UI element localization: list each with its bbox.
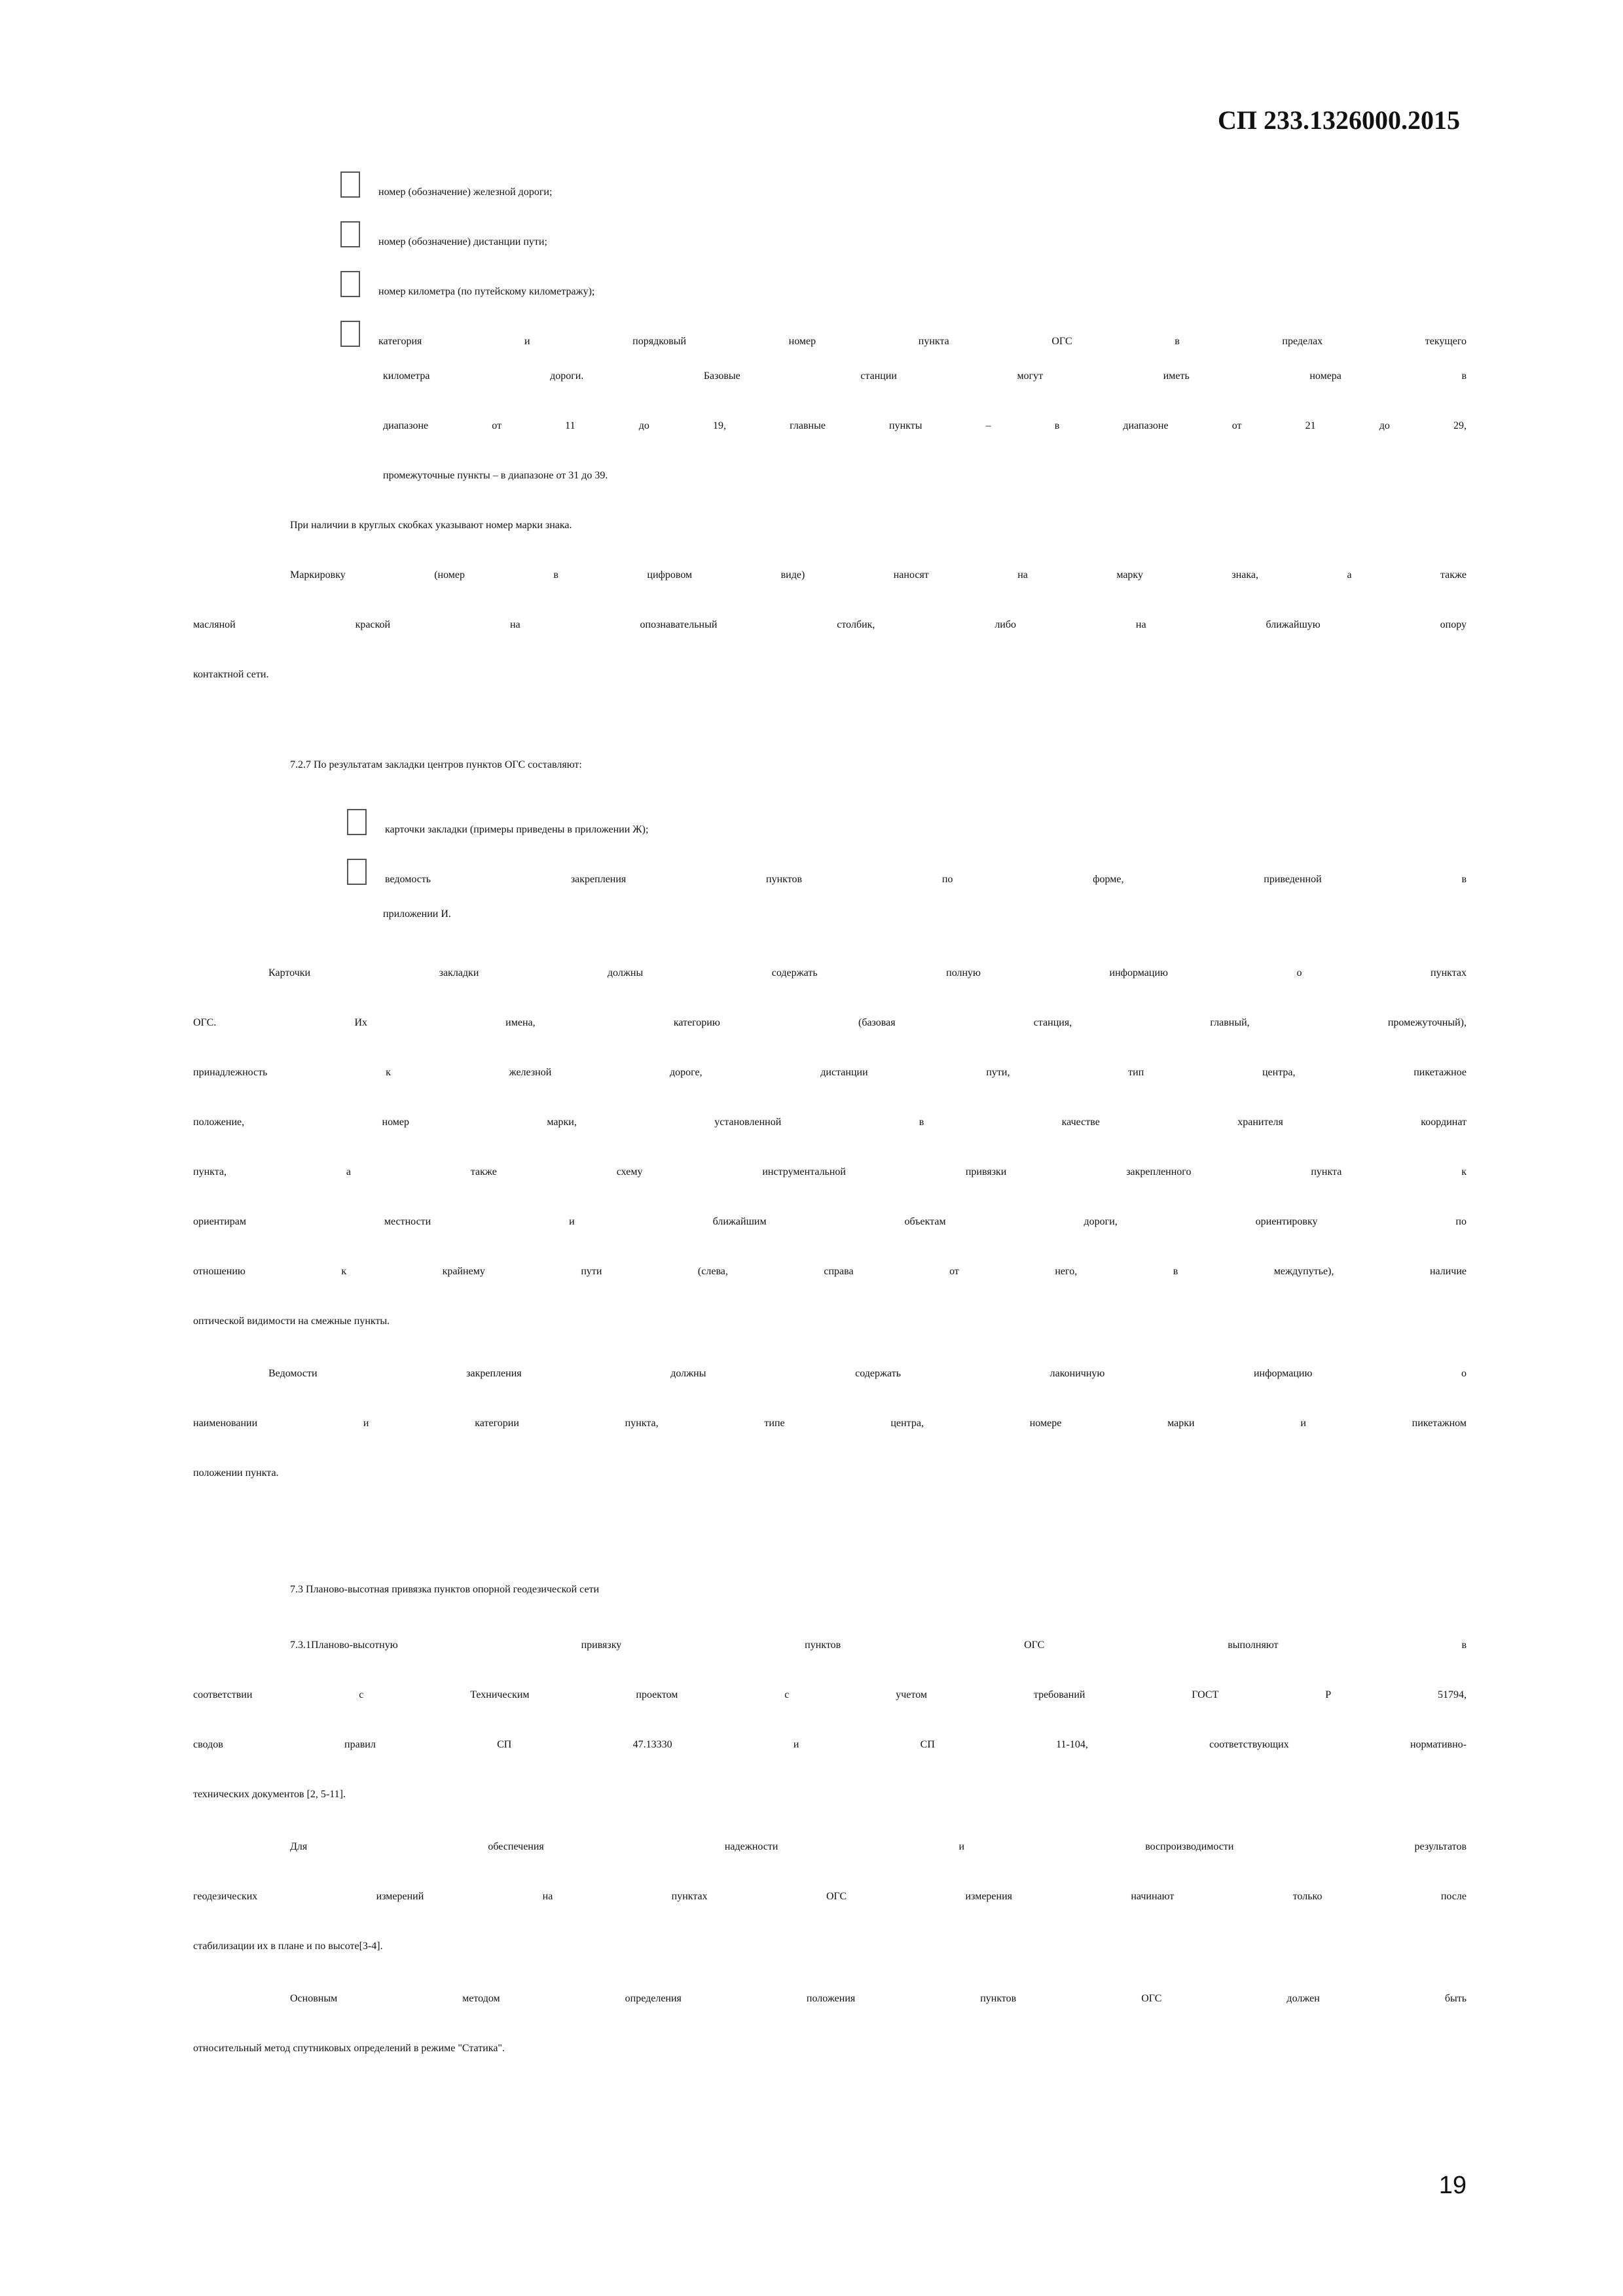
list-item-continuation: километра дороги. Базовые станции могут иметь номера в	[383, 370, 1467, 382]
paragraph: технических документов [2, 5-11].	[193, 1789, 346, 1800]
paragraph: Основным методом определения положения пунктов ОГС должен быть	[290, 1993, 1467, 2004]
paragraph: Ведомости закрепления должны содержать лаконичную информацию о	[268, 1368, 1467, 1379]
bullet-box-icon	[340, 321, 360, 347]
paragraph: принадлежность к железной дороге, дистанции пути, тип центра, пикетажное	[193, 1067, 1467, 1078]
list-item-continuation: промежуточные пункты – в диапазоне от 31 до 39.	[383, 470, 608, 481]
list-item: номер (обозначение) железной дороги;	[340, 171, 552, 222]
paragraph: ориентирам местности и ближайшим объектам дороги, ориентировку по	[193, 1216, 1467, 1227]
paragraph: оптической видимости на смежные пункты.	[193, 1316, 390, 1327]
bullet-box-icon	[347, 859, 367, 885]
section-heading: 7.2.7 По результатам закладки центров пунктов ОГС составляют:	[290, 759, 582, 770]
paragraph: контактной сети.	[193, 669, 269, 680]
list-item: карточки закладки (примеры приведены в приложении Ж);	[347, 809, 648, 859]
paragraph: положение, номер марки, установленной в качестве хранителя координат	[193, 1117, 1467, 1128]
list-item: номер километра (по путейскому километражу);	[340, 271, 594, 321]
paragraph: 7.3.1Планово-высотную привязку пунктов ОГС выполняют в	[290, 1640, 1467, 1651]
paragraph: положении пункта.	[193, 1467, 279, 1479]
bullet-box-icon	[340, 221, 360, 247]
paragraph: Для обеспечения надежности и воспроизводимости результатов	[290, 1841, 1467, 1852]
paragraph: геодезических измерений на пунктах ОГС измерения начинают только после	[193, 1891, 1467, 1902]
paragraph: соответствии с Техническим проектом с учетом требований ГОСТ Р 51794,	[193, 1689, 1467, 1700]
paragraph: сводов правил СП 47.13330 и СП 11-104, соответствующих нормативно-	[193, 1739, 1467, 1750]
paragraph: стабилизации их в плане и по высоте[3-4].	[193, 1941, 383, 1952]
paragraph: относительный метод спутниковых определений в режиме "Статика".	[193, 2043, 505, 2054]
list-item-continuation: приложении И.	[383, 908, 451, 920]
list-item: категория и порядковый номер пункта ОГС в пределах текущего	[340, 321, 1467, 371]
list-item-continuation: диапазоне от 11 до 19, главные пункты – в диапазоне от 21 до 29,	[383, 420, 1467, 431]
bullet-box-icon	[340, 271, 360, 297]
document-code: СП 233.1326000.2015	[1218, 105, 1460, 135]
list-item: ведомость закрепления пунктов по форме, приведенной в	[347, 859, 1467, 909]
list-item: номер (обозначение) дистанции пути;	[340, 221, 547, 272]
bullet-box-icon	[347, 809, 367, 835]
paragraph: ОГС. Их имена, категорию (базовая станция, главный, промежуточный),	[193, 1017, 1467, 1028]
bullet-box-icon	[340, 171, 360, 198]
paragraph: отношению к крайнему пути (слева, справа от него, в междупутье), наличие	[193, 1266, 1467, 1277]
paragraph: пункта, а также схему инструментальной привязки закрепленного пункта к	[193, 1166, 1467, 1177]
section-heading: 7.3 Планово-высотная привязка пунктов опорной геодезической сети	[290, 1584, 600, 1595]
paragraph: масляной краской на опознавательный столбик, либо на ближайшую опору	[193, 619, 1467, 630]
paragraph: При наличии в круглых скобках указывают номер марки знака.	[290, 520, 572, 531]
paragraph: Карточки закладки должны содержать полную информацию о пунктах	[268, 967, 1467, 978]
paragraph: наименовании и категории пункта, типе центра, номере марки и пикетажном	[193, 1418, 1467, 1429]
paragraph: Маркировку (номер в цифровом виде) наносят на марку знака, а также	[290, 569, 1467, 581]
page-number: 19	[1438, 2172, 1467, 2199]
